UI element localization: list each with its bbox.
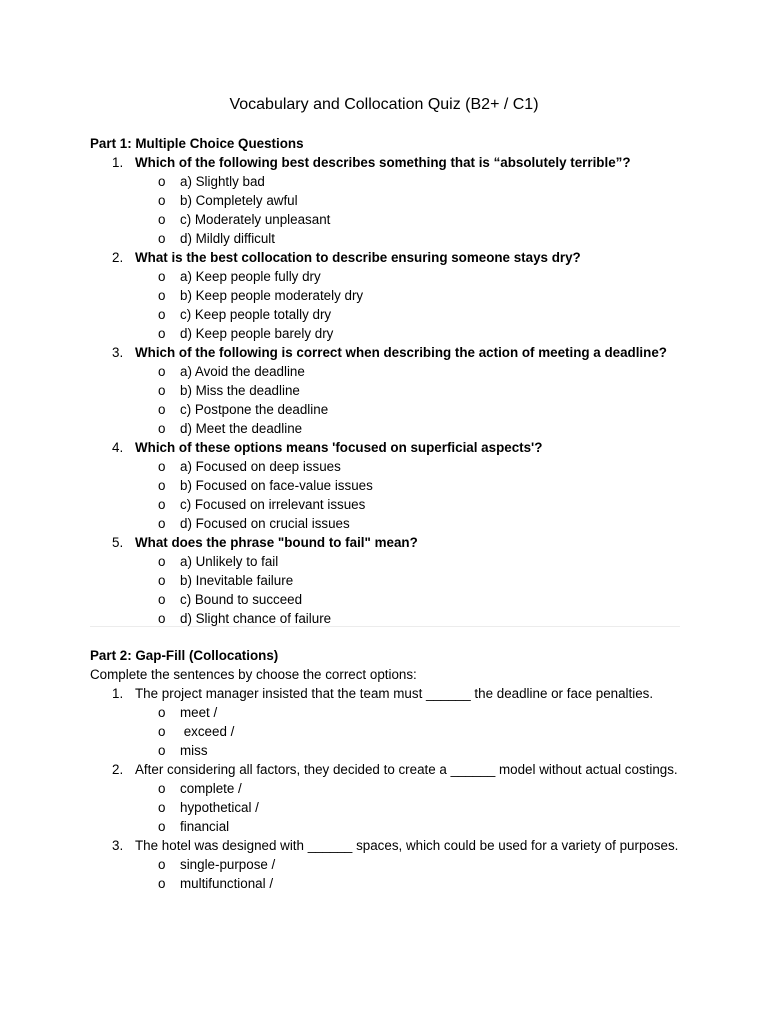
option-text: d) Keep people barely dry: [180, 326, 334, 341]
bullet-icon: o: [158, 212, 166, 227]
option-text: multifunctional /: [180, 876, 274, 891]
option-item: [135, 400, 690, 419]
question-number: 2.: [112, 762, 124, 777]
option-text: hypothetical /: [180, 800, 259, 815]
bullet-icon: o: [158, 269, 166, 284]
bullet-icon: o: [158, 402, 166, 417]
option-item: [135, 419, 690, 438]
bullet-icon: o: [158, 724, 166, 739]
bullet-icon: o: [158, 326, 166, 341]
option-text: b) Miss the deadline: [180, 383, 300, 398]
option-text: c) Keep people totally dry: [180, 307, 332, 322]
bullet-icon: o: [158, 497, 166, 512]
option-text: d) Focused on crucial issues: [180, 516, 350, 531]
section-divider: [90, 626, 680, 627]
question-text: What does the phrase "bound to fail" mean?: [135, 535, 418, 550]
option-item: [135, 362, 690, 381]
option-item: [135, 741, 690, 760]
option-text: single-purpose /: [180, 857, 276, 872]
question-number: 2.: [112, 250, 124, 265]
option-text: d) Slight chance of failure: [180, 611, 332, 626]
option-item: [135, 855, 690, 874]
question-number: 1.: [112, 155, 124, 170]
question-number: 4.: [112, 440, 124, 455]
option-text: c) Moderately unpleasant: [180, 212, 331, 227]
question-text: Which of these options means 'focused on superficial aspects'?: [135, 440, 543, 455]
option-text: a) Avoid the deadline: [180, 364, 305, 379]
question-text: The hotel was designed with ______ spaces, which could be used for a variety of purposes.: [135, 838, 679, 853]
option-item: [135, 817, 690, 836]
bullet-icon: o: [158, 307, 166, 322]
option-item: [135, 571, 690, 590]
part-2-question-list: [90, 684, 690, 893]
bullet-icon: o: [158, 421, 166, 436]
option-text: c) Postpone the deadline: [180, 402, 329, 417]
option-text: complete /: [180, 781, 242, 796]
question-item: [90, 343, 690, 438]
bullet-icon: o: [158, 573, 166, 588]
bullet-icon: o: [158, 459, 166, 474]
option-list: [135, 552, 690, 628]
bullet-icon: o: [158, 743, 166, 758]
question-item: [90, 248, 690, 343]
question-text: What is the best collocation to describe ensuring someone stays dry?: [135, 250, 581, 265]
option-item: [135, 267, 690, 286]
option-item: [135, 798, 690, 817]
bullet-icon: o: [158, 592, 166, 607]
bullet-icon: o: [158, 876, 166, 891]
option-item: [135, 381, 690, 400]
option-item: [135, 703, 690, 722]
document-title: Vocabulary and Collocation Quiz (B2+ / C1): [229, 96, 539, 113]
question-item: [90, 684, 690, 760]
option-item: [135, 779, 690, 798]
question-text: After considering all factors, they decided to create a ______ model without actual costings.: [135, 762, 678, 777]
option-text: meet /: [180, 705, 218, 720]
option-item: [135, 305, 690, 324]
option-list: [135, 267, 690, 343]
option-text: a) Focused on deep issues: [180, 459, 341, 474]
option-item: [135, 495, 690, 514]
part-1-heading: Part 1: Multiple Choice Questions: [90, 136, 304, 151]
option-item: [135, 457, 690, 476]
option-item: [135, 286, 690, 305]
bullet-icon: o: [158, 611, 166, 626]
option-item: [135, 476, 690, 495]
bullet-icon: o: [158, 554, 166, 569]
part-2-heading: Part 2: Gap-Fill (Collocations): [90, 648, 279, 663]
question-text: Which of the following is correct when describing the action of meeting a deadline?: [135, 345, 667, 360]
option-text: a) Unlikely to fail: [180, 554, 279, 569]
part-2-instructions: Complete the sentences by choose the correct options:: [90, 667, 417, 682]
bullet-icon: o: [158, 231, 166, 246]
option-list: [135, 457, 690, 533]
option-item: [135, 722, 690, 741]
option-text: financial: [180, 819, 230, 834]
bullet-icon: o: [158, 705, 166, 720]
question-item: [90, 533, 690, 628]
option-text: c) Focused on irrelevant issues: [180, 497, 366, 512]
option-item: [135, 191, 690, 210]
option-text: a) Keep people fully dry: [180, 269, 321, 284]
bullet-icon: o: [158, 819, 166, 834]
question-number: 1.: [112, 686, 124, 701]
bullet-icon: o: [158, 781, 166, 796]
option-item: [135, 514, 690, 533]
option-list: [135, 172, 690, 248]
bullet-icon: o: [158, 174, 166, 189]
bullet-icon: o: [158, 193, 166, 208]
question-text: The project manager insisted that the team must ______ the deadline or face penalties.: [135, 686, 654, 701]
option-text: d) Mildly difficult: [180, 231, 276, 246]
question-item: [90, 760, 690, 836]
part-2-section: [90, 646, 690, 893]
option-text: a) Slightly bad: [180, 174, 265, 189]
part-1-question-list: [90, 153, 690, 628]
option-list: [135, 779, 690, 836]
bullet-icon: o: [158, 288, 166, 303]
option-text: b) Focused on face-value issues: [180, 478, 373, 493]
option-list: [135, 703, 690, 760]
option-text: b) Completely awful: [180, 193, 298, 208]
option-text: c) Bound to succeed: [180, 592, 303, 607]
option-item: [135, 874, 690, 893]
bullet-icon: o: [158, 383, 166, 398]
question-item: [90, 836, 690, 893]
option-text: d) Meet the deadline: [180, 421, 303, 436]
bullet-icon: o: [158, 478, 166, 493]
question-number: 3.: [112, 345, 124, 360]
option-text: exceed /: [180, 724, 235, 739]
option-text: b) Keep people moderately dry: [180, 288, 364, 303]
part-1-section: [90, 134, 690, 628]
option-text: miss: [180, 743, 208, 758]
question-text: Which of the following best describes something that is “absolutely terrible”?: [135, 155, 631, 170]
question-item: [90, 153, 690, 248]
option-item: [135, 590, 690, 609]
option-item: [135, 210, 690, 229]
option-item: [135, 172, 690, 191]
bullet-icon: o: [158, 364, 166, 379]
question-item: [90, 438, 690, 533]
option-item: [135, 324, 690, 343]
question-number: 3.: [112, 838, 124, 853]
option-item: [135, 552, 690, 571]
option-list: [135, 362, 690, 438]
bullet-icon: o: [158, 857, 166, 872]
option-item: [135, 229, 690, 248]
question-number: 5.: [112, 535, 124, 550]
bullet-icon: o: [158, 516, 166, 531]
option-list: [135, 855, 690, 893]
bullet-icon: o: [158, 800, 166, 815]
option-text: b) Inevitable failure: [180, 573, 294, 588]
